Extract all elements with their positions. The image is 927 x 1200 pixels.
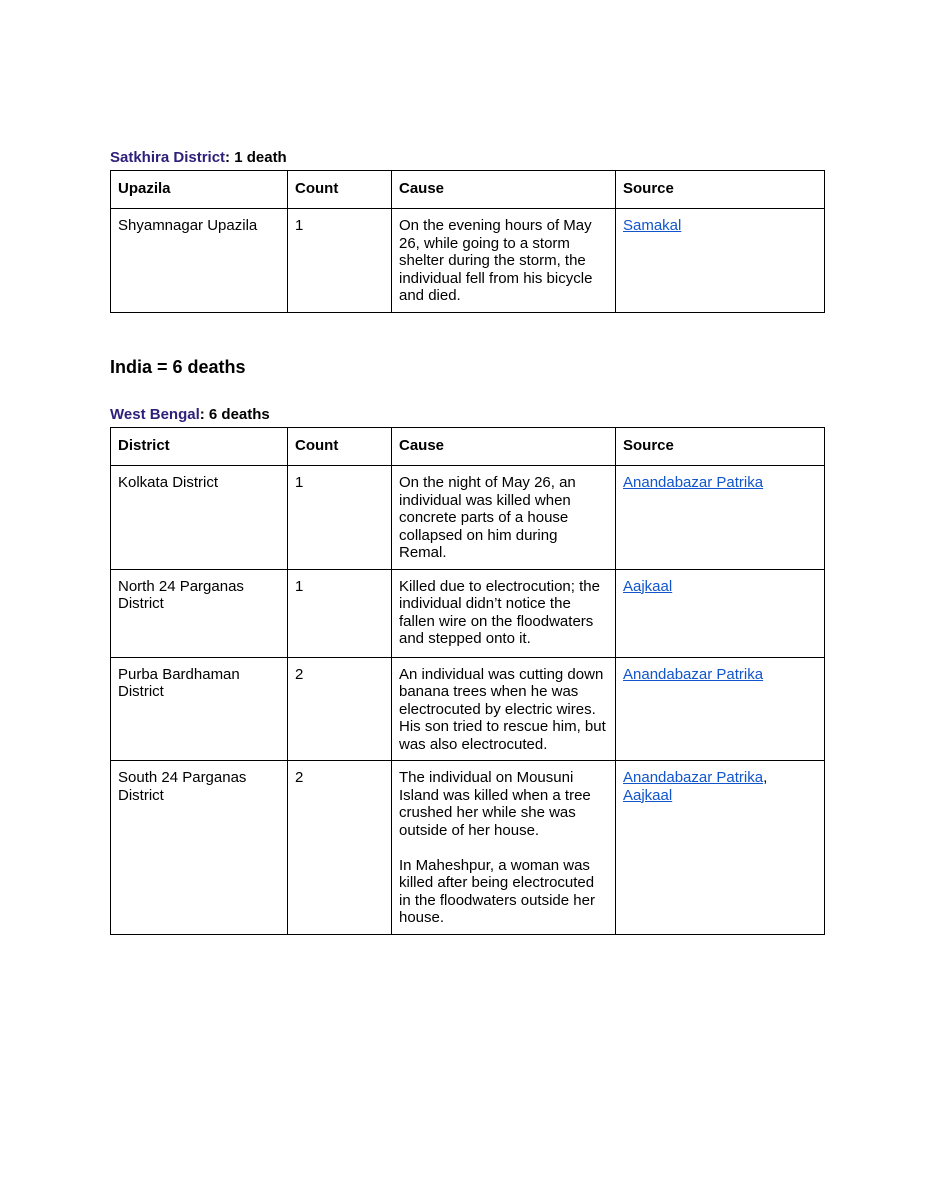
row-source — [616, 466, 825, 570]
header-cause: Cause — [392, 171, 616, 209]
header-district: District — [111, 428, 288, 466]
table-row — [111, 569, 825, 657]
table-row — [111, 657, 825, 761]
table-row — [111, 209, 825, 313]
row-source — [616, 761, 825, 935]
table-header-row — [111, 171, 825, 209]
west-bengal-region-name: West Bengal — [110, 406, 200, 423]
row-count: 1 — [288, 209, 392, 313]
row-place: Shyamnagar Upazila — [111, 209, 288, 313]
satkhira-table — [110, 170, 825, 313]
header-source: Source — [616, 171, 825, 209]
header-count: Count — [288, 428, 392, 466]
source-link-anandabazar[interactable]: Anandabazar Patrika — [623, 769, 764, 786]
header-count: Count — [288, 171, 392, 209]
table-row — [111, 761, 825, 935]
row-place: Purba Bardhaman District — [111, 657, 288, 761]
source-link-anandabazar[interactable]: Anandabazar Patrika — [623, 474, 764, 491]
source-link-aajkaal[interactable]: Aajkaal — [623, 577, 673, 595]
row-count: 1 — [288, 569, 392, 657]
satkhira-section — [110, 149, 824, 313]
satkhira-heading — [110, 149, 824, 167]
row-source — [616, 569, 825, 657]
source-link-aajkaal[interactable]: Aajkaal — [623, 786, 673, 804]
row-cause — [392, 761, 616, 935]
row-place: South 24 Parganas District — [111, 761, 288, 935]
row-source — [616, 209, 825, 313]
row-source — [616, 657, 825, 761]
west-bengal-table — [110, 427, 825, 935]
row-cause: Killed due to electrocution; the individual didn’t notice the fallen wire on the floodwaters and stepped onto it. — [392, 569, 616, 657]
west-bengal-death-count: : 6 deaths — [199, 406, 270, 423]
header-upazila: Upazila — [111, 171, 288, 209]
table-header-row — [111, 428, 825, 466]
header-source: Source — [616, 428, 825, 466]
row-count: 2 — [288, 657, 392, 761]
source-separator: , — [763, 769, 768, 786]
west-bengal-heading — [110, 406, 824, 424]
row-cause: On the evening hours of May 26, while going to a storm shelter during the storm, the individual fell from his bicycle and died. — [392, 209, 616, 313]
source-link-samakal[interactable]: Samakal — [623, 217, 682, 234]
row-place: Kolkata District — [111, 466, 288, 570]
table-row — [111, 466, 825, 570]
row-cause: On the night of May 26, an individual was killed when concrete parts of a house collapsed on him during Remal. — [392, 466, 616, 570]
row-place: North 24 Parganas District — [111, 569, 288, 657]
cause-paragraph: The individual on Mousuni Island was killed when a tree crushed her while she was outside of her house. — [399, 769, 591, 839]
satkhira-region-name: Satkhira District — [110, 149, 226, 166]
cause-paragraph: In Maheshpur, a woman was killed after being electrocuted in the floodwaters outside her house. — [399, 856, 595, 926]
india-heading: India = 6 deaths — [110, 357, 246, 377]
row-count: 1 — [288, 466, 392, 570]
west-bengal-section — [110, 406, 824, 935]
header-cause: Cause — [392, 428, 616, 466]
row-count: 2 — [288, 761, 392, 935]
source-link-anandabazar[interactable]: Anandabazar Patrika — [623, 665, 764, 683]
satkhira-death-count: : 1 death — [225, 149, 287, 166]
row-cause: An individual was cutting down banana trees when he was electrocuted by electric wires. His son tried to rescue him, but was also electrocuted. — [392, 657, 616, 761]
